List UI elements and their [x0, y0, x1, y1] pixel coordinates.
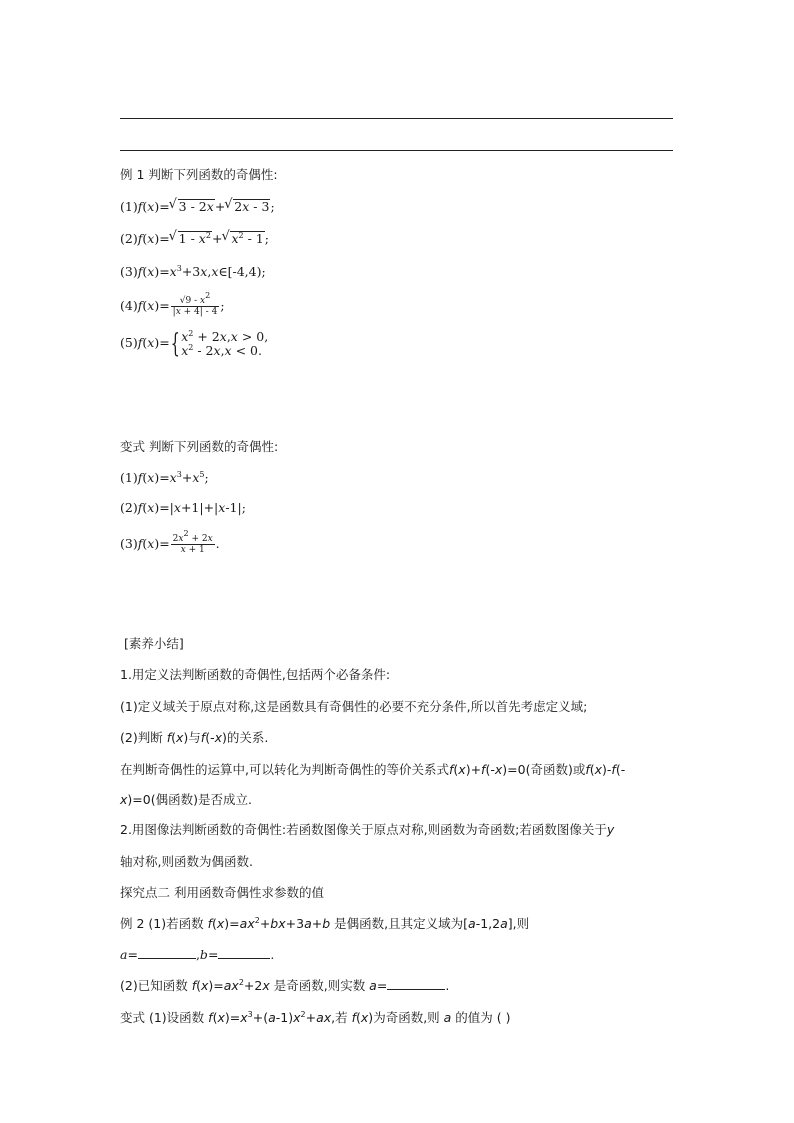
- summary-point-1-cond-2: (2)判断 f(x)与f(-x)的关系.: [120, 730, 269, 745]
- example2-part2: (2)已知函数 $f(x)=ax^2+2x$ 是奇函数,则实数 a= .: [120, 978, 450, 993]
- summary-heading: [素养小结]: [124, 636, 184, 651]
- example1-item-2: (2)f(x)=√ $1 - x^2+√$ $x^2 - 1$;: [120, 231, 269, 247]
- answer-blank-b[interactable]: [218, 958, 270, 959]
- example1-item-5: (5)f(x)={ $x^2 + 2x,x > 0$, $x^2 - 2x,x < 0$.: [120, 328, 269, 359]
- example1-item-3: $(3)f(x)=x^3+3x,x\in[-4,4)$;: [120, 264, 266, 279]
- example1-item-4: (4)f(x)= $\frac{√9 - x^2}{|x + 4| - 4}$ ;: [120, 291, 225, 317]
- example2-part1-answer: a= ,b= .: [120, 947, 275, 962]
- answer-blank-a2[interactable]: [387, 989, 445, 990]
- variant1-item-2: (2)f(x)=|x+1|+|x-1|;: [120, 500, 246, 515]
- summary-point-1: 1.用定义法判断函数的奇偶性,包括两个必备条件:: [120, 667, 391, 682]
- summary-equivalence-cont: x)=0(偶函数)是否成立.: [120, 792, 252, 807]
- answer-blank-a[interactable]: [138, 958, 196, 959]
- variant1-item-3: (3)f(x)= $\frac{2x^2 + 2x}{x + 1}$ .: [120, 529, 220, 555]
- section-title: 探究点二 利用函数奇偶性求参数的值: [120, 885, 324, 900]
- header-rule-top: [120, 118, 673, 119]
- summary-point-2: 2.用图像法判断函数的奇偶性:若函数图像关于原点对称,则函数为奇函数;若函数图像关于y: [120, 822, 615, 837]
- summary-equivalence: 在判断奇偶性的运算中,可以转化为判断奇偶性的等价关系式f(x)+f(-x)=0(奇函数)或f(x)-f(-: [120, 762, 626, 777]
- example2-part1: 例 2 (1)若函数 $f(x)=ax^2+bx+3a+b$ 是偶函数,且其定义域为[a-1,2a],则: [120, 916, 530, 931]
- summary-point-2-cont: 轴对称,则函数为偶函数.: [120, 854, 253, 869]
- example1-item-1: (1)f(x)=√ 3 - 2x+√ 2x - 3;: [120, 199, 275, 215]
- header-rule-bottom: [120, 150, 673, 151]
- variant1-title: 变式 判断下列函数的奇偶性:: [120, 439, 279, 454]
- variant2-part1: 变式 (1)设函数 $f(x)=x^3+(a-1)x^2+ax$,若 f(x)为奇函数,则 a 的值为 ( ): [120, 1010, 511, 1025]
- example1-title: 例 1 判断下列函数的奇偶性:: [120, 167, 278, 182]
- summary-point-1-cond-1: (1)定义域关于原点对称,这是函数具有奇偶性的必要不充分条件,所以首先考虑定义域;: [120, 699, 588, 714]
- variant1-item-1: $(1)f(x)=x^3+x^5$;: [120, 470, 209, 485]
